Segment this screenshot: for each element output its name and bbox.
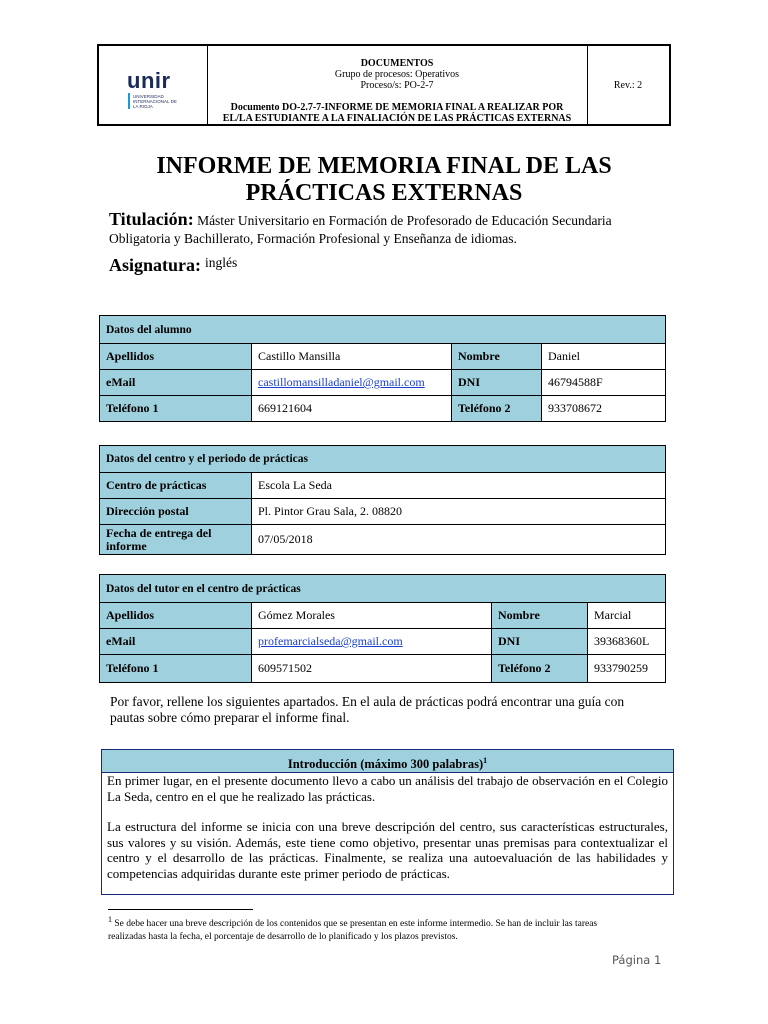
footnote-mark: 1	[108, 915, 112, 924]
intro-section	[101, 749, 674, 895]
footnote-line1: Se debe hacer una breve descripción de los contenidos que se presentan en este informe intermedio. Se han de incluir las tareas	[112, 919, 598, 930]
document-header	[97, 44, 671, 126]
intro-footnote-mark: 1	[483, 756, 488, 765]
fecha-label-2: informe	[106, 538, 147, 553]
alumno-email-link[interactable]: castillomansilladaniel@gmail.com	[258, 375, 425, 389]
footnote-separator	[108, 909, 253, 910]
revision-label: Rev.: 2	[613, 79, 643, 91]
note-line2: pautas sobre cómo preparar el informe final.	[110, 710, 350, 725]
alumno-dni-value: 46794588F	[542, 370, 666, 396]
fecha-label-1: Fecha de entrega del	[106, 525, 212, 540]
header-grupo: Grupo de procesos: Operativos	[334, 69, 460, 80]
tutor-table	[99, 574, 666, 683]
intro-heading	[102, 750, 673, 773]
intro-body[interactable]	[102, 773, 673, 881]
page-number: Página 1	[612, 953, 662, 967]
alumno-tel1-label: Teléfono 1	[100, 396, 252, 422]
logo-accent-bar	[128, 93, 130, 109]
title-line2: PRÁCTICAS EXTERNAS	[245, 180, 523, 206]
header-documentos: DOCUMENTOS	[360, 58, 434, 69]
titulacion-value-2: Obligatoria y Bachillerato, Formación Profesional y Enseñanza de idiomas.	[109, 231, 517, 246]
alumno-nombre-label: Nombre	[452, 344, 542, 370]
alumno-apellidos-value: Castillo Mansilla	[252, 344, 452, 370]
revision-cell	[587, 46, 669, 124]
tutor-email-label: eMail	[100, 629, 252, 655]
tutor-tel2-label: Teléfono 2	[492, 655, 588, 683]
direccion-label: Dirección postal	[100, 499, 252, 525]
footnote-line2: realizadas hasta la fecha, el porcentaje de desarrollo de lo planificado y los plazos previstos.	[108, 932, 458, 943]
alumno-tel2-label: Teléfono 2	[452, 396, 542, 422]
page-title	[100, 153, 668, 207]
tutor-tel1-value: 609571502	[252, 655, 492, 683]
titulacion-value-1: Máster Universitario en Formación de Profesorado de Educación Secundaria	[197, 213, 612, 228]
title-line1: INFORME DE MEMORIA FINAL DE LAS	[156, 153, 612, 179]
titulacion-label: Titulación:	[109, 209, 194, 229]
intro-paragraph-2: La estructura del informe se inicia con una breve descripción del centro, sus características estructurales, sus valores y su visión. Además, este tiene como objetivo, presentar unas premisas para contextualizar el centro y el desarrollo de las prácticas. Finalmente, se realiza una autoevaluación de las habilidades y competencias adquiridas durante este primer periodo de prácticas.	[107, 819, 668, 881]
tutor-nombre-label: Nombre	[492, 603, 588, 629]
unir-logo: unir	[127, 68, 171, 93]
fecha-value: 07/05/2018	[252, 525, 666, 555]
fecha-label	[100, 525, 252, 555]
header-doc-line1: Documento DO-2.7-7-INFORME DE MEMORIA FINAL A REALIZAR POR	[230, 102, 564, 113]
tutor-tel1-label: Teléfono 1	[100, 655, 252, 683]
centro-table	[99, 445, 666, 555]
note-line1: Por favor, rellene los siguientes apartados. En el aula de prácticas podrá encontrar una guía con	[110, 694, 625, 709]
tutor-dni-value: 39368360L	[588, 629, 666, 655]
asignatura-value: inglés	[205, 255, 238, 270]
alumno-apellidos-label: Apellidos	[100, 344, 252, 370]
tutor-tel2-value: 933790259	[588, 655, 666, 683]
instruction-note	[110, 694, 670, 726]
alumno-tel1-value: 669121604	[252, 396, 452, 422]
alumno-heading: Datos del alumno	[100, 316, 666, 344]
asignatura-label: Asignatura:	[109, 255, 202, 275]
logo-cell	[99, 46, 208, 124]
alumno-table	[99, 315, 666, 422]
header-info-cell	[207, 46, 588, 124]
footnote	[108, 913, 668, 944]
centro-value: Escola La Seda	[252, 473, 666, 499]
intro-heading-text: Introducción (máximo 300 palabras)	[287, 757, 484, 772]
alumno-tel2-value: 933708672	[542, 396, 666, 422]
direccion-value: Pl. Pintor Grau Sala, 2. 08820	[252, 499, 666, 525]
header-doc-line2: EL/LA ESTUDIANTE A LA FINALIACIÓN DE LAS PRÁCTICAS EXTERNAS	[222, 113, 572, 124]
tutor-dni-label: DNI	[492, 629, 588, 655]
tutor-apellidos-value: Gómez Morales	[252, 603, 492, 629]
logo-subtitle: UNIVERSIDAD INTERNACIONAL DE LA RIOJA	[133, 94, 177, 109]
centro-label: Centro de prácticas	[100, 473, 252, 499]
titulacion-block	[109, 211, 679, 247]
asignatura-block	[109, 255, 237, 276]
alumno-nombre-value: Daniel	[542, 344, 666, 370]
header-proceso: Proceso/s: PO-2-7	[360, 80, 434, 91]
centro-heading: Datos del centro y el periodo de prácticas	[100, 446, 666, 473]
tutor-apellidos-label: Apellidos	[100, 603, 252, 629]
tutor-email-link[interactable]: profemarcialseda@gmail.com	[258, 634, 403, 648]
intro-paragraph-1: En primer lugar, en el presente documento llevo a cabo un análisis del trabajo de observación en el Colegio La Seda, centro en el que he realizado las prácticas.	[107, 773, 668, 804]
tutor-nombre-value: Marcial	[588, 603, 666, 629]
tutor-heading: Datos del tutor en el centro de prácticas	[100, 575, 666, 603]
alumno-dni-label: DNI	[452, 370, 542, 396]
alumno-email-label: eMail	[100, 370, 252, 396]
